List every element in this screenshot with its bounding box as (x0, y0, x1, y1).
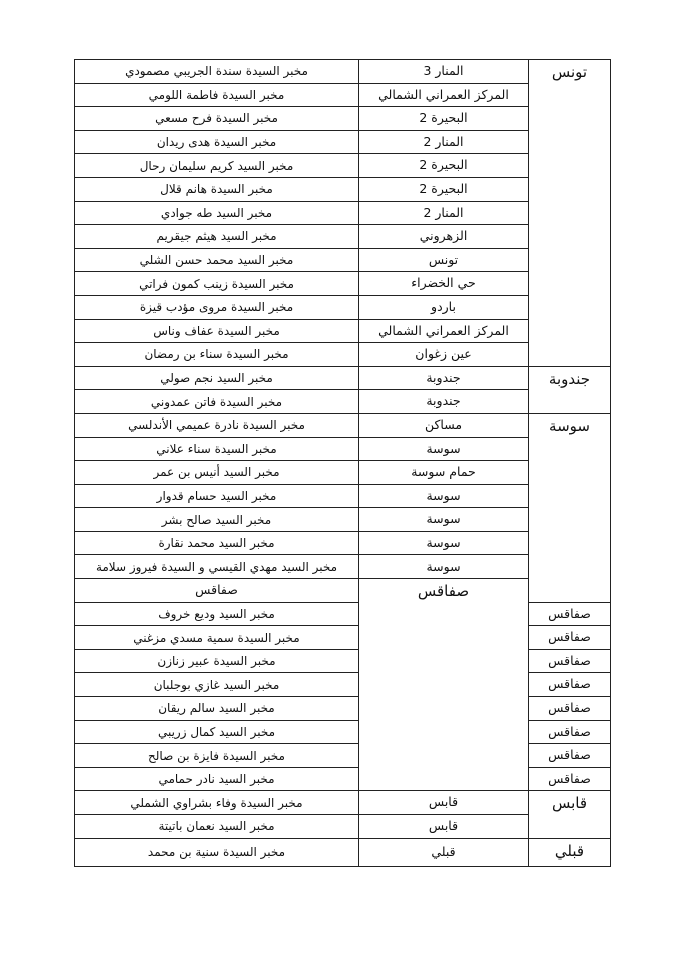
governorate-cell: سوسة (529, 413, 611, 602)
laboratory-cell: مخبر السيد هيثم جيقريم (75, 225, 359, 249)
laboratory-cell: مخبر السيد نعمان باتيتة (75, 815, 359, 839)
laboratory-cell: مخبر السيد صالح بشر (75, 508, 359, 532)
table-row (75, 838, 611, 867)
laboratory-cell: مخبر السيدة نادرة عميمي الأندلسي (75, 413, 359, 437)
area-cell: المنار 2 (359, 201, 529, 225)
area-cell: صفاقس (529, 720, 611, 744)
laboratory-cell: مخبر السيد كريم سليمان رحال (75, 154, 359, 178)
area-cell: البحيرة 2 (359, 107, 529, 131)
area-cell: البحيرة 2 (359, 154, 529, 178)
laboratory-cell: مخبر السيدة عفاف وناس (75, 319, 359, 343)
laboratory-cell: مخبر السيدة فايزة بن صالح (75, 744, 359, 768)
area-cell: صفاقس (529, 744, 611, 768)
laboratory-cell: مخبر السيد كمال زريبي (75, 720, 359, 744)
table-row (75, 744, 611, 768)
table-body (75, 60, 611, 867)
area-cell: قبلي (359, 838, 529, 867)
laboratory-cell: مخبر السيد مهدي القيسي و السيدة فيروز سلامة (75, 555, 359, 579)
area-cell: صفاقس (529, 602, 611, 626)
laboratory-cell: مخبر السيد غازي بوجلبان (75, 673, 359, 697)
laboratory-cell: مخبر السيد نادر حمامي (75, 767, 359, 791)
area-cell: المركز العمراني الشمالي (359, 319, 529, 343)
area-cell: سوسة (359, 484, 529, 508)
table-row (75, 649, 611, 673)
laboratory-cell: مخبر السيدة وفاء بشراوي الشملي (75, 791, 359, 815)
table-row (75, 626, 611, 650)
area-cell: عين زغوان (359, 343, 529, 367)
area-cell: صفاقس (529, 767, 611, 791)
area-cell: صفاقس (75, 579, 359, 603)
area-cell: سوسة (359, 437, 529, 461)
governorate-cell: قابس (529, 791, 611, 838)
laboratory-cell: مخبر السيدة هدى ريدان (75, 130, 359, 154)
laboratory-cell: مخبر السيد وديع خروف (75, 602, 359, 626)
table-row (75, 673, 611, 697)
area-cell: باردو (359, 295, 529, 319)
area-cell: صفاقس (529, 649, 611, 673)
laboratory-cell: مخبر السيدة هانم قلال (75, 177, 359, 201)
area-cell: جندوبة (359, 390, 529, 414)
area-cell: الزهروني (359, 225, 529, 249)
area-cell: صفاقس (529, 673, 611, 697)
area-cell: مساكن (359, 413, 529, 437)
area-cell: البحيرة 2 (359, 177, 529, 201)
laboratory-cell: مخبر السيدة فاتن عمدوني (75, 390, 359, 414)
area-cell: صفاقس (529, 697, 611, 721)
table-row (75, 60, 611, 84)
area-cell: المنار 3 (359, 60, 529, 84)
table-row (75, 602, 611, 626)
area-cell: المنار 2 (359, 130, 529, 154)
area-cell: صفاقس (529, 626, 611, 650)
laboratory-cell: مخبر السيدة سناء علاني (75, 437, 359, 461)
laboratory-cell: مخبر السيدة مروى مؤدب قيزة (75, 295, 359, 319)
table-row (75, 697, 611, 721)
laboratory-cell: مخبر السيدة سمية مسدي مزغني (75, 626, 359, 650)
laboratories-table (74, 59, 611, 867)
table-row (75, 791, 611, 815)
laboratory-cell: مخبر السيدة سندة الجريبي مصمودي (75, 60, 359, 84)
laboratory-cell: مخبر السيد محمد نقارة (75, 531, 359, 555)
laboratory-cell: مخبر السيدة سناء بن رمضان (75, 343, 359, 367)
area-cell: المركز العمراني الشمالي (359, 83, 529, 107)
laboratory-cell: مخبر السيدة فاطمة اللومي (75, 83, 359, 107)
governorate-cell: تونس (529, 60, 611, 367)
area-cell: سوسة (359, 508, 529, 532)
area-cell: حي الخضراء (359, 272, 529, 296)
table-row (75, 720, 611, 744)
laboratory-cell: مخبر السيدة زينب كمون فراتي (75, 272, 359, 296)
table-row (75, 366, 611, 390)
area-cell: جندوبة (359, 366, 529, 390)
laboratory-cell: مخبر السيد أنيس بن عمر (75, 461, 359, 485)
area-cell: قابس (359, 815, 529, 839)
laboratory-cell: مخبر السيد محمد حسن الشلي (75, 248, 359, 272)
area-cell: سوسة (359, 531, 529, 555)
area-cell: تونس (359, 248, 529, 272)
laboratory-cell: مخبر السيدة فرح مسعي (75, 107, 359, 131)
laboratory-cell: مخبر السيد نجم صولي (75, 366, 359, 390)
laboratory-cell: مخبر السيد طه جوادي (75, 201, 359, 225)
governorate-cell: جندوبة (529, 366, 611, 413)
area-cell: سوسة (359, 555, 529, 579)
laboratory-cell: مخبر السيدة عبير زنازن (75, 649, 359, 673)
governorate-cell: قبلي (529, 838, 611, 867)
governorate-cell: صفاقس (359, 579, 529, 791)
table-row (75, 767, 611, 791)
table-row (75, 413, 611, 437)
area-cell: حمام سوسة (359, 461, 529, 485)
laboratory-cell: مخبر السيد حسام قدوار (75, 484, 359, 508)
area-cell: قابس (359, 791, 529, 815)
laboratory-cell: مخبر السيد سالم ريقان (75, 697, 359, 721)
laboratory-cell: مخبر السيدة سنية بن محمد (75, 838, 359, 867)
